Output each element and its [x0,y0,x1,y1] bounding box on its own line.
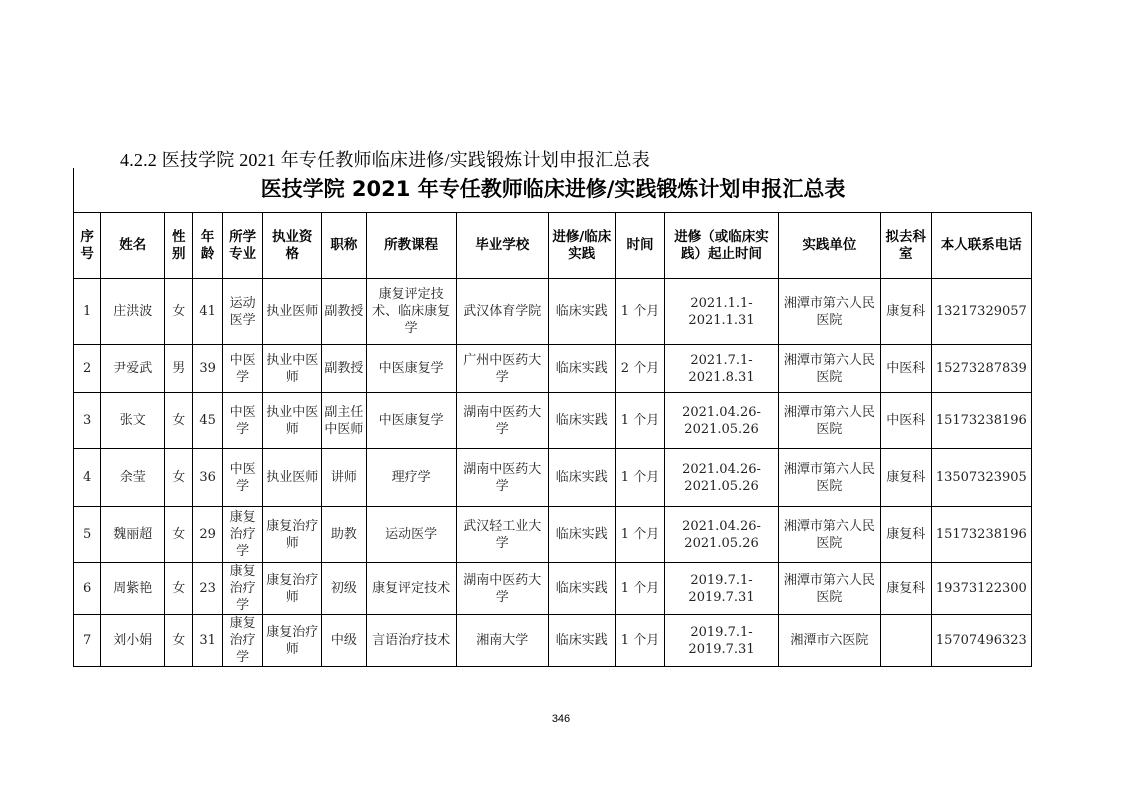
table-cell: 中医学 [222,393,263,449]
table-title: 医技学院 2021 年专任教师临床进修/实践锻炼计划申报汇总表 [260,177,846,201]
table-cell: 理疗学 [366,449,456,507]
table-cell: 临床实践 [548,393,615,449]
table-cell: 运动医学 [222,279,263,345]
table-cell: 13507323905 [931,449,1031,507]
table-cell: 2021.04.26-2021.05.26 [665,449,778,507]
table-cell: 15173238196 [931,393,1031,449]
table-cell: 康复治疗学 [222,563,263,615]
table-cell: 1 [74,279,101,345]
table-cell: 41 [193,279,222,345]
table-cell: 2 [74,345,101,393]
table-cell: 3 [74,393,101,449]
table-cell: 1 个月 [615,279,665,345]
table-row [74,449,1032,507]
table-cell: 张文 [101,393,165,449]
table-cell: 庄洪波 [101,279,165,345]
table-cell: 中医康复学 [366,393,456,449]
column-header: 时间 [615,213,665,279]
table-cell: 康复治疗师 [263,563,322,615]
table-cell: 女 [165,615,193,667]
table-cell: 武汉轻工业大学 [456,507,548,563]
table-row [74,393,1032,449]
table-cell: 湘潭市第六人民医院 [778,345,880,393]
table-cell: 湘潭市第六人民医院 [778,279,880,345]
table-cell: 中医康复学 [366,345,456,393]
table-cell: 康复治疗学 [222,507,263,563]
table-cell: 助教 [322,507,367,563]
table-cell: 初级 [322,563,367,615]
section-heading: 4.2.2 医技学院 2021 年专任教师临床进修/实践锻炼计划申报汇总表 [120,150,650,170]
table-cell: 23 [193,563,222,615]
table-cell: 湘潭市第六人民医院 [778,507,880,563]
table-cell: 执业医师 [263,279,322,345]
table-cell: 1 个月 [615,563,665,615]
table-body [74,279,1032,667]
table-cell: 康复科 [880,279,931,345]
table-cell: 言语治疗技术 [366,615,456,667]
table-cell: 执业中医师 [263,345,322,393]
table-cell: 女 [165,507,193,563]
table-cell: 周紫艳 [101,563,165,615]
table-cell: 2021.1.1-2021.1.31 [665,279,778,345]
table-row [74,615,1032,667]
column-header: 拟去科室 [880,213,931,279]
table-cell: 康复治疗师 [263,507,322,563]
column-header: 本人联系电话 [931,213,1031,279]
table-cell: 1 个月 [615,449,665,507]
column-header: 序号 [74,213,101,279]
column-header: 性别 [165,213,193,279]
table-cell: 刘小娟 [101,615,165,667]
table-cell: 1 个月 [615,507,665,563]
table-cell: 女 [165,563,193,615]
table-cell: 临床实践 [548,615,615,667]
table-cell: 康复治疗师 [263,615,322,667]
table-cell: 中医学 [222,449,263,507]
column-header: 执业资格 [263,213,322,279]
column-header: 实践单位 [778,213,880,279]
table-cell: 康复评定技术、临床康复学 [366,279,456,345]
table-cell: 15707496323 [931,615,1031,667]
table-row [74,507,1032,563]
table-cell: 中医科 [880,393,931,449]
table-cell: 康复科 [880,563,931,615]
table-row [74,563,1032,615]
table-cell: 执业医师 [263,449,322,507]
table-cell: 运动医学 [366,507,456,563]
table-cell: 余莹 [101,449,165,507]
table-cell: 副教授 [322,279,367,345]
table-cell: 19373122300 [931,563,1031,615]
table-cell: 广州中医药大学 [456,345,548,393]
table-cell: 15173238196 [931,507,1031,563]
table-cell: 2 个月 [615,345,665,393]
table-cell: 7 [74,615,101,667]
table-cell: 1 个月 [615,393,665,449]
page-number: 346 [551,713,571,725]
table-cell: 临床实践 [548,507,615,563]
table-cell: 2021.04.26-2021.05.26 [665,393,778,449]
table-cell: 湖南中医药大学 [456,563,548,615]
table-cell: 武汉体育学院 [456,279,548,345]
column-header: 进修（或临床实践）起止时间 [665,213,778,279]
table-cell: 执业中医师 [263,393,322,449]
table-cell [880,615,931,667]
table-cell: 36 [193,449,222,507]
table-cell: 女 [165,279,193,345]
table-cell: 女 [165,449,193,507]
table-cell: 6 [74,563,101,615]
table-cell: 15273287839 [931,345,1031,393]
table-cell: 康复评定技术 [366,563,456,615]
table-cell: 湖南中医药大学 [456,393,548,449]
table-cell: 魏丽超 [101,507,165,563]
table-cell: 45 [193,393,222,449]
table-cell: 2019.7.1-2019.7.31 [665,563,778,615]
table-cell: 1 个月 [615,615,665,667]
table-cell: 31 [193,615,222,667]
table-cell: 康复科 [880,507,931,563]
table-cell: 尹爱武 [101,345,165,393]
column-header: 所教课程 [366,213,456,279]
table-header-row [74,213,1032,279]
application-summary-table [73,212,1032,667]
table-cell: 女 [165,393,193,449]
table-cell: 湖南中医药大学 [456,449,548,507]
table-cell: 临床实践 [548,345,615,393]
table-cell: 湘潭市第六人民医院 [778,449,880,507]
table-cell: 湘潭市六医院 [778,615,880,667]
table-cell: 2019.7.1-2019.7.31 [665,615,778,667]
table-cell: 副主任中医师 [322,393,367,449]
column-header: 毕业学校 [456,213,548,279]
column-header: 进修/临床实践 [548,213,615,279]
table-cell: 2021.04.26-2021.05.26 [665,507,778,563]
table-cell: 13217329057 [931,279,1031,345]
table-cell: 4 [74,449,101,507]
table-cell: 中医科 [880,345,931,393]
table-cell: 5 [74,507,101,563]
column-header: 职称 [322,213,367,279]
table-cell: 39 [193,345,222,393]
table-cell: 康复治疗学 [222,615,263,667]
table-cell: 2021.7.1-2021.8.31 [665,345,778,393]
table-cell: 湘南大学 [456,615,548,667]
table-cell: 副教授 [322,345,367,393]
table-row [74,279,1032,345]
table-row [74,345,1032,393]
table-cell: 临床实践 [548,279,615,345]
table-cell: 男 [165,345,193,393]
table-cell: 湘潭市第六人民医院 [778,563,880,615]
table-cell: 中级 [322,615,367,667]
column-header: 所学专业 [222,213,263,279]
table-cell: 中医学 [222,345,263,393]
column-header: 姓名 [101,213,165,279]
table-cell: 临床实践 [548,449,615,507]
table-cell: 康复科 [880,449,931,507]
table-cell: 湘潭市第六人民医院 [778,393,880,449]
table-cell: 讲师 [322,449,367,507]
column-header: 年龄 [193,213,222,279]
table-cell: 临床实践 [548,563,615,615]
table-cell: 29 [193,507,222,563]
